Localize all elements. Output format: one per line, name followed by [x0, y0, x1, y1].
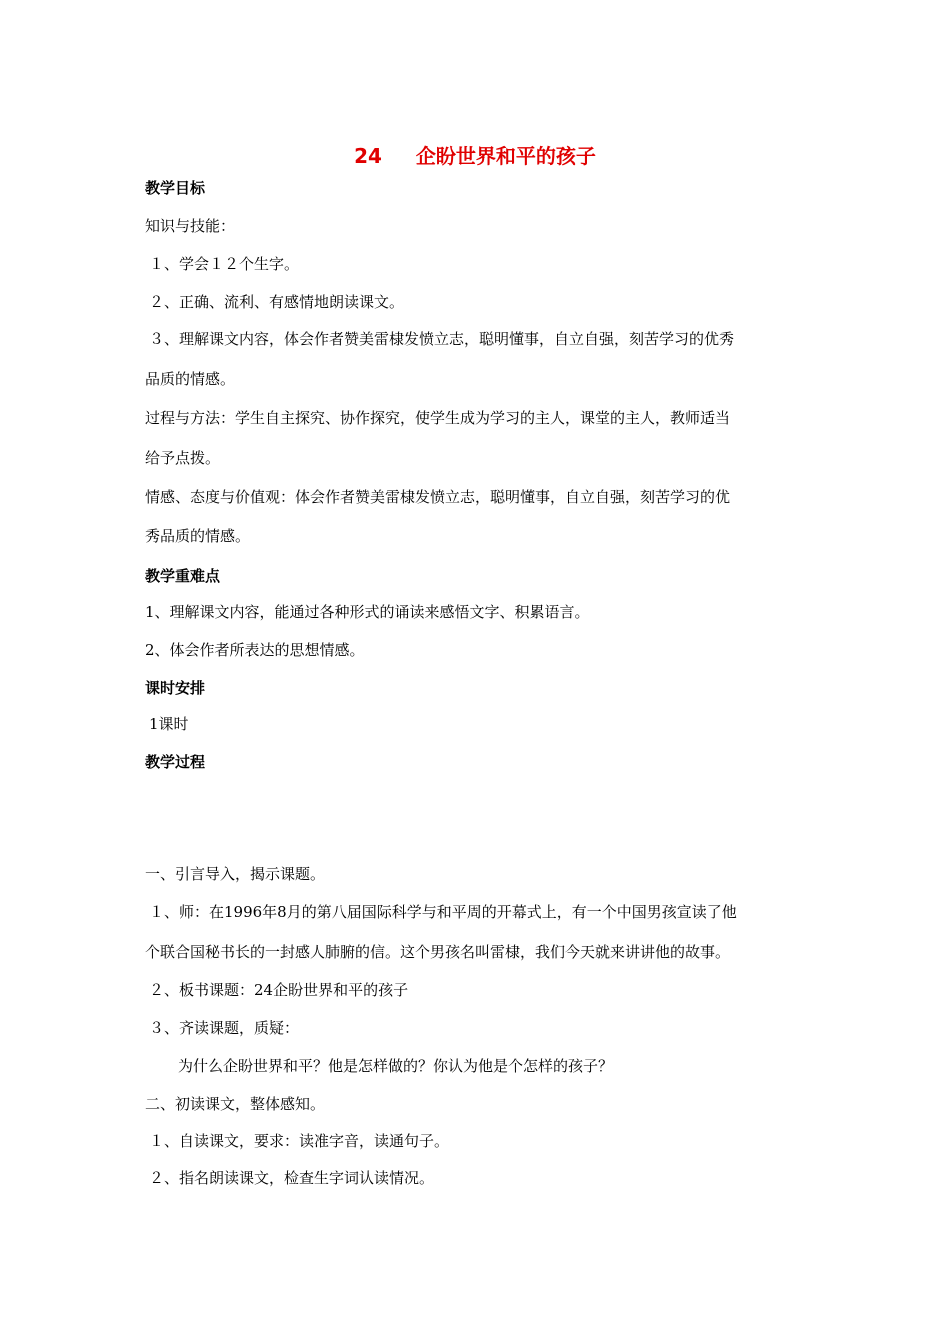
key-point-1: 1、理解课文内容，能通过各种形式的诵读来感悟文字、积累语言。: [145, 603, 590, 621]
procedure-part-1-questions: 为什么企盼世界和平？他是怎样做的？你认为他是个怎样的孩子？: [178, 1057, 614, 1075]
goals-heading: 教学目标: [145, 179, 206, 197]
procedure-heading: 教学过程: [145, 753, 206, 771]
procedure-part-2-step-2: ２、指名朗读课文，检查生字词认读情况。: [149, 1169, 435, 1187]
goal-item-2: ２、正确、流利、有感情地朗读课文。: [149, 293, 405, 311]
procedure-part-1-title: 一、引言导入，揭示课题。: [145, 865, 326, 883]
procedure-part-2-title: 二、初读课文，整体感知。: [145, 1095, 326, 1113]
emotion-values-continued: 秀品质的情感。: [145, 527, 251, 545]
goal-item-3: ３、理解课文内容，体会作者赞美雷棣发愤立志，聪明懂事，自立自强，刻苦学习的优秀: [149, 330, 735, 348]
process-method: 过程与方法：学生自主探究、协作探究，使学生成为学习的主人，课堂的主人，教师适当: [145, 409, 731, 427]
document-title: [0, 140, 950, 169]
emotion-values: 情感、态度与价值观：体会作者赞美雷棣发愤立志，聪明懂事，自立自强，刻苦学习的优: [145, 488, 731, 506]
procedure-part-1-step-1: １、师：在1996年8月的第八届国际科学与和平周的开幕式上，有一个中国男孩宣读了他: [149, 903, 737, 921]
schedule-value: 1课时: [149, 715, 189, 733]
key-points-heading: 教学重难点: [145, 567, 221, 585]
knowledge-label: 知识与技能：: [145, 217, 236, 235]
process-method-continued: 给予点拨。: [145, 449, 221, 467]
procedure-part-2-step-1: １、自读课文，要求：读准字音，读通句子。: [149, 1132, 450, 1150]
schedule-heading: 课时安排: [145, 679, 206, 697]
procedure-part-1-step-1-continued: 个联合国秘书长的一封感人肺腑的信。这个男孩名叫雷棣，我们今天就来讲讲他的故事。: [145, 943, 731, 961]
goal-item-3-continued: 品质的情感。: [145, 370, 236, 388]
lesson-title: 企盼世界和平的孩子: [415, 144, 596, 168]
lesson-number: 24: [354, 144, 382, 168]
procedure-part-1-step-3: ３、齐读课题，质疑：: [149, 1019, 300, 1037]
key-point-2: 2、体会作者所表达的思想情感。: [145, 641, 365, 659]
procedure-part-1-step-2: ２、板书课题：24企盼世界和平的孩子: [149, 981, 409, 999]
goal-item-1: １、学会１２个生字。: [149, 255, 300, 273]
